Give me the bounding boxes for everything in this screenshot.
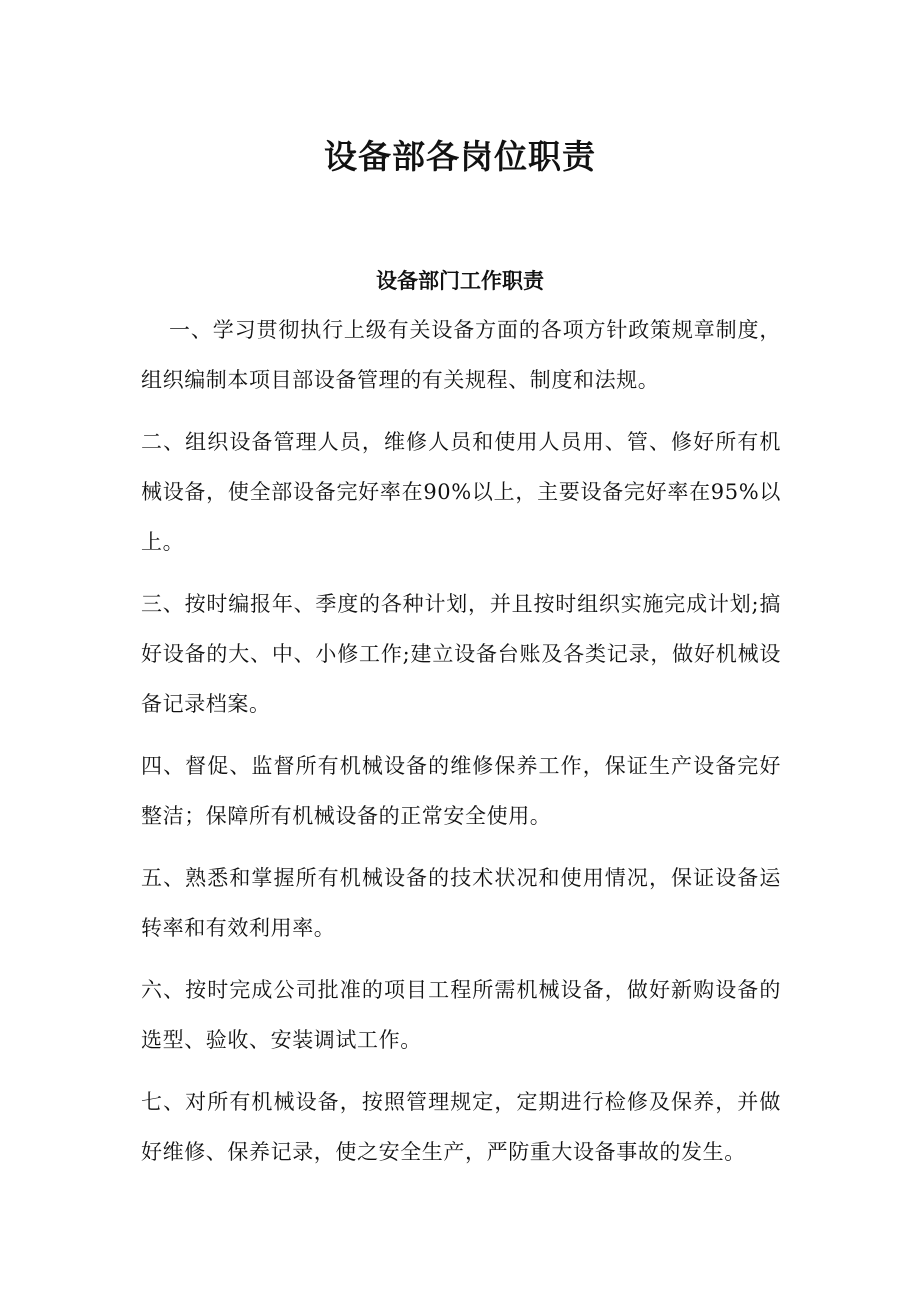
document-body	[141, 305, 781, 1189]
paragraph-7: 七、对所有机械设备，按照管理规定，定期进行检修及保养，并做好维修、保养记录，使之安全生产，严防重大设备事故的发生。	[141, 1090, 781, 1164]
paragraph-5: 五、熟悉和掌握所有机械设备的技术状况和使用情况，保证设备运转率和有效利用率。	[141, 866, 781, 940]
section-title: 设备部门工作职责	[376, 268, 544, 294]
paragraph-4: 四、督促、监督所有机械设备的维修保养工作，保证生产设备完好整洁；保障所有机械设备的正常安全使用。	[141, 754, 781, 828]
paragraph-6: 六、按时完成公司批准的项目工程所需机械设备，做好新购设备的选型、验收、安装调试工作。	[141, 978, 781, 1052]
paragraph-1: 一、学习贯彻执行上级有关设备方面的各项方针政策规章制度，组织编制本项目部设备管理的有关规程、制度和法规。	[141, 318, 781, 392]
paragraph-2: 二、组织设备管理人员，维修人员和使用人员用、管、修好所有机械设备，使全部设备完好率在90%以上，主要设备完好率在95%以上。	[141, 430, 781, 554]
paragraph-3: 三、按时编报年、季度的各种计划，并且按时组织实施完成计划;搞好设备的大、中、小修工作;建立设备台账及各类记录，做好机械设备记录档案。	[141, 592, 781, 716]
document-title: 设备部各岗位职责	[324, 137, 596, 177]
